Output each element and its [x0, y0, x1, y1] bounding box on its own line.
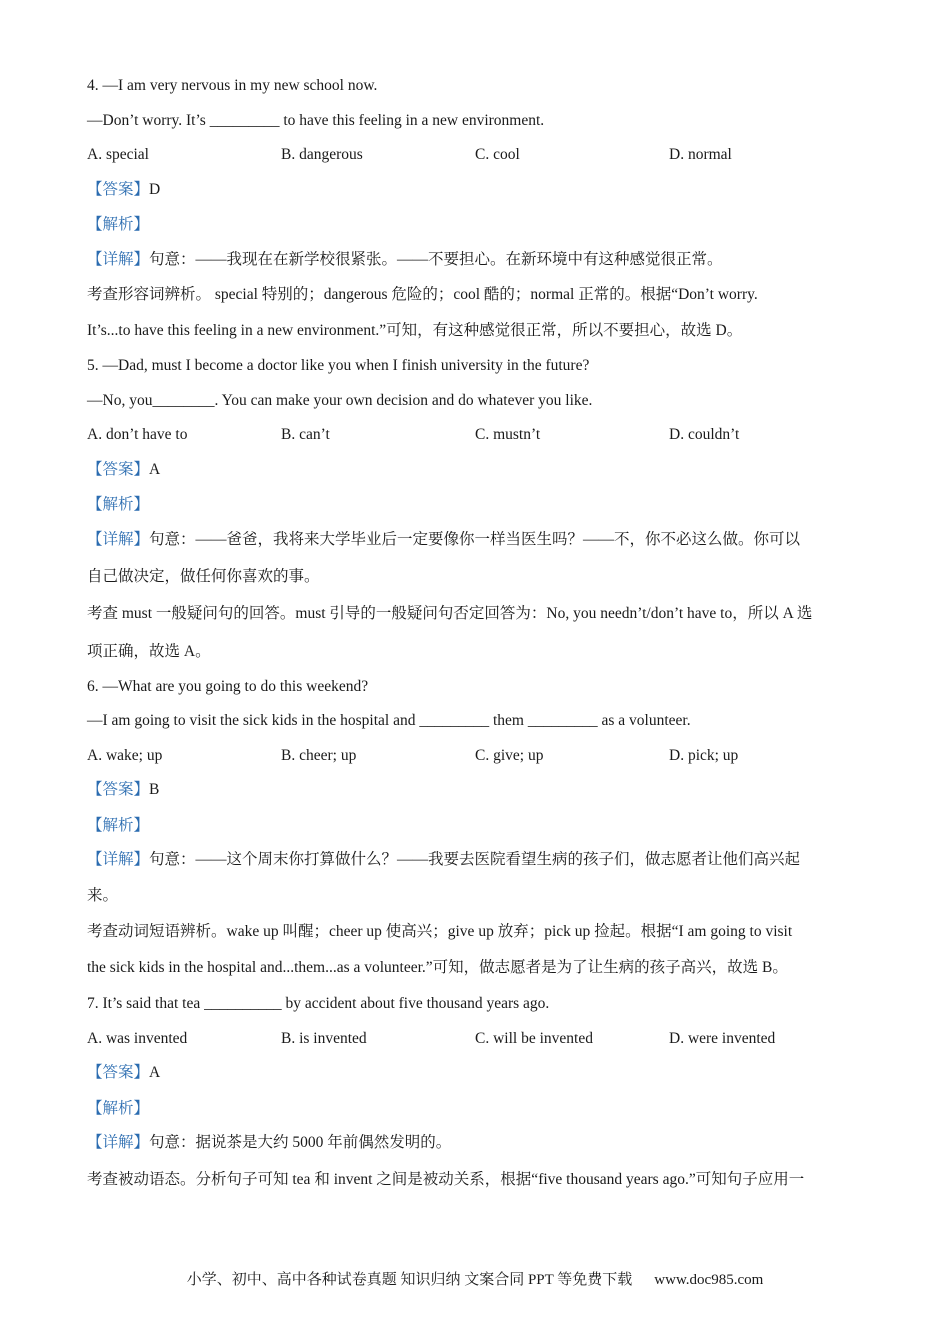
- option-a: A. special: [87, 146, 149, 163]
- question-5-stem-line-2: —No, you________. You can make your own decision and do whatever you like.: [87, 392, 593, 409]
- question-4-analysis-tag: 【解析】: [87, 216, 150, 233]
- question-7-detail-line-2: 考查被动语态。分析句子可知 tea 和 invent 之间是被动关系，根据“five thousand years ago.”可知句子应用一: [87, 1171, 805, 1188]
- option-d: D. normal: [669, 146, 732, 163]
- question-7-answer: [87, 1063, 870, 1083]
- question-6-stem-line-2: —I am going to visit the sick kids in the hospital and _________ them _________ as a volunteer.: [87, 712, 691, 729]
- question-6-detail-line-2: 来。: [87, 887, 119, 904]
- detail-text: 句意：——我现在在新学校很紧张。——不要担心。在新环境中有这种感觉很正常。: [149, 251, 723, 268]
- question-5-analysis-tag: 【解析】: [87, 496, 150, 513]
- option-c: C. give; up: [475, 747, 544, 764]
- option-b: B. is invented: [281, 1030, 367, 1047]
- option-d: D. pick; up: [669, 747, 739, 764]
- option-c: C. will be invented: [475, 1030, 593, 1047]
- answer-value: A: [149, 461, 161, 478]
- question-7-options: [87, 1029, 867, 1049]
- question-4-answer: [87, 180, 870, 200]
- question-5-detail-line-4: 项正确，故选 A。: [87, 643, 211, 660]
- option-a: A. wake; up: [87, 747, 163, 764]
- question-5-detail-line-3: 考查 must 一般疑问句的回答。must 引导的一般疑问句否定回答为：No, you needn’t/don’t have to，所以 A 选: [87, 605, 813, 622]
- detail-tag: 【详解】: [87, 251, 150, 268]
- question-7-detail-line-1: [87, 1133, 870, 1153]
- answer-value: A: [149, 1064, 161, 1081]
- question-4-stem-line-1: 4. —I am very nervous in my new school now.: [87, 77, 378, 94]
- answer-tag: 【答案】: [87, 1064, 150, 1081]
- detail-text: 句意：——爸爸，我将来大学毕业后一定要像你一样当医生吗？——不，你不必这么做。你可以: [149, 531, 801, 548]
- footer-url[interactable]: www.doc985.com: [654, 1272, 764, 1288]
- question-4-detail-line-3: It’s...to have this feeling in a new environment.”可知，有这种感觉很正常，所以不要担心，故选 D。: [87, 322, 743, 339]
- question-5-options: [87, 425, 867, 445]
- question-6-detail-line-4: the sick kids in the hospital and...them...as a volunteer.”可知，做志愿者是为了让生病的孩子高兴，故选 B。: [87, 959, 788, 976]
- detail-tag: 【详解】: [87, 851, 150, 868]
- question-6-stem-line-1: 6. —What are you going to do this weekend?: [87, 678, 369, 695]
- question-7-analysis-tag: 【解析】: [87, 1100, 150, 1117]
- option-b: B. dangerous: [281, 146, 363, 163]
- question-4-detail-line-2: 考查形容词辨析。 special 特别的；dangerous 危险的；cool 酷的；normal 正常的。根据“Don’t worry.: [87, 286, 758, 303]
- option-b: B. cheer; up: [281, 747, 357, 764]
- detail-text: 句意：据说茶是大约 5000 年前偶然发明的。: [149, 1134, 452, 1151]
- question-6-analysis-tag: 【解析】: [87, 817, 150, 834]
- answer-value: B: [149, 781, 160, 798]
- footer-text: 小学、初中、高中各种试卷真题 知识归纳 文案合同 PPT 等免费下载: [186, 1272, 633, 1288]
- option-c: C. mustn’t: [475, 426, 541, 443]
- question-6-answer: [87, 780, 870, 800]
- question-4-options: [87, 145, 867, 165]
- page-footer: [0, 1270, 950, 1290]
- detail-tag: 【详解】: [87, 1134, 150, 1151]
- question-5-answer: [87, 460, 870, 480]
- question-6-detail-line-1: [87, 850, 870, 870]
- question-7-stem-line-1: 7. It’s said that tea __________ by accident about five thousand years ago.: [87, 995, 550, 1012]
- question-6-options: [87, 746, 867, 766]
- question-4-stem-line-2: —Don’t worry. It’s _________ to have this feeling in a new environment.: [87, 112, 545, 129]
- option-b: B. can’t: [281, 426, 330, 443]
- question-4-detail-line-1: [87, 250, 870, 270]
- option-a: A. don’t have to: [87, 426, 188, 443]
- question-5-detail-line-1: [87, 530, 870, 550]
- detail-tag: 【详解】: [87, 531, 150, 548]
- question-5-stem-line-1: 5. —Dad, must I become a doctor like you when I finish university in the future?: [87, 357, 590, 374]
- detail-text: 句意：——这个周末你打算做什么？——我要去医院看望生病的孩子们，做志愿者让他们高兴起: [149, 851, 801, 868]
- answer-tag: 【答案】: [87, 461, 150, 478]
- option-a: A. was invented: [87, 1030, 188, 1047]
- option-d: D. couldn’t: [669, 426, 740, 443]
- option-c: C. cool: [475, 146, 520, 163]
- question-6-detail-line-3: 考查动词短语辨析。wake up 叫醒；cheer up 使高兴；give up 放弃；pick up 捡起。根据“I am going to visit: [87, 923, 793, 940]
- answer-tag: 【答案】: [87, 781, 150, 798]
- answer-tag: 【答案】: [87, 181, 150, 198]
- question-5-detail-line-2: 自己做决定，做任何你喜欢的事。: [87, 568, 320, 585]
- option-d: D. were invented: [669, 1030, 776, 1047]
- answer-value: D: [149, 181, 161, 198]
